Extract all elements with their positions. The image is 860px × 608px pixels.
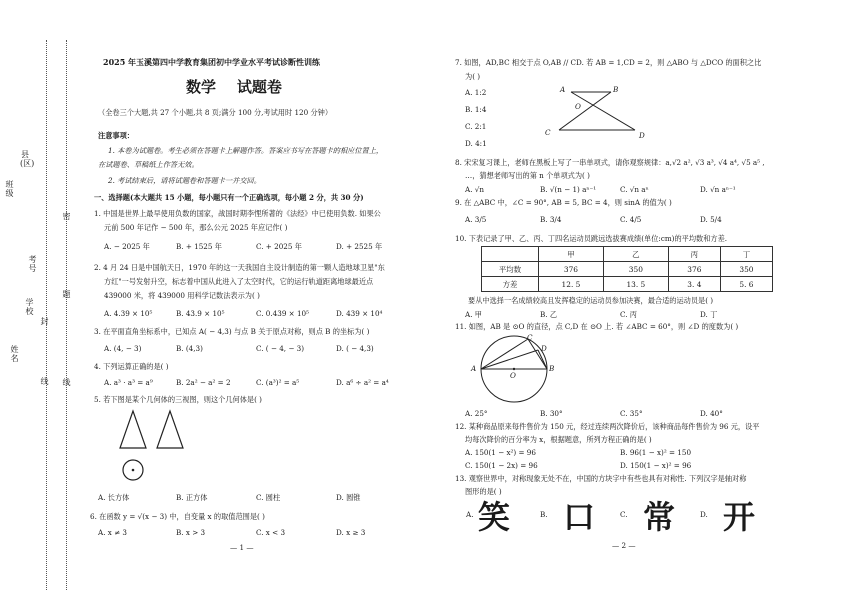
table-header: 甲 (539, 247, 604, 262)
q3-option-d: D. ( − 4,3) (336, 344, 374, 353)
q1-option-a: A. − 2025 年 (104, 242, 150, 251)
q7-option-a: A. 1:2 (465, 88, 487, 97)
q9-option-b: B. 3/4 (540, 215, 562, 224)
table-header: 丙 (668, 247, 720, 262)
q6-stem: 6. 在函数 y = √(x − 3) 中，自变量 x 的取值范围是( ) (90, 512, 265, 521)
q2-option-c: C. 0.439 × 10⁵ (256, 309, 310, 318)
q10-option-c: C. 丙 (620, 310, 637, 319)
q11-point-o: O (510, 371, 516, 380)
q11-stem: 11. 如图，AB 是 ⊙O 的直径，点 C,D 在 ⊙O 上. 若 ∠ABC = 60°，则 ∠D 的度数为( ) (455, 322, 739, 331)
note-2: 2. 考试结束后，请将试题卷和答题卡一并交回。 (108, 176, 261, 185)
table-cell: 376 (539, 262, 604, 277)
q7-point-a: A (560, 85, 566, 94)
seal-char-xian: 线 (40, 377, 49, 386)
table-cell: 350 (720, 262, 772, 277)
q13-option-d: D. (700, 510, 708, 519)
q7-point-c: C (545, 128, 551, 137)
q3-option-b: B. (4,3) (176, 344, 203, 353)
q7-point-o: O (575, 102, 581, 111)
table-cell: 方差 (482, 277, 539, 292)
q5-option-b: B. 正方体 (176, 493, 208, 502)
q11-point-d: D (541, 344, 547, 353)
margin-name-label: 姓名 (10, 345, 19, 363)
q3-option-a: A. (4, − 3) (104, 344, 142, 353)
seal-dotted-line (46, 40, 47, 590)
q13-char-c: 常 (643, 498, 676, 536)
q5-option-c: C. 圆柱 (256, 493, 281, 502)
notes-heading: 注意事项： (98, 131, 134, 140)
margin-county-label: 县(区) (20, 150, 35, 168)
q5-option-d: D. 圆锥 (336, 493, 361, 502)
q11-option-a: A. 25° (465, 409, 488, 418)
margin-class-label: 班级 (5, 180, 14, 198)
q6-option-d: D. x ≥ 3 (336, 528, 366, 537)
table-cell: 13. 5 (603, 277, 668, 292)
seal-char-mi: 密 (62, 212, 71, 221)
q3-option-c: C. ( − 4, − 3) (256, 344, 305, 353)
q2-stem: 2. 4 月 24 日是中国航天日，1970 年的这一天我国自主设计制造的第一颗人造地球卫星"东 (94, 263, 385, 272)
q13-stem-cont: 图形的是( ) (465, 487, 502, 496)
q11-option-b: B. 30° (540, 409, 563, 418)
q1-option-c: C. + 2025 年 (256, 242, 302, 251)
table-cell: 5. 6 (720, 277, 772, 292)
q1-option-d: D. + 2525 年 (336, 242, 383, 251)
q11-option-d: D. 40° (700, 409, 723, 418)
q11-point-a: A (471, 364, 477, 373)
table-header: 乙 (603, 247, 668, 262)
table-cell: 350 (603, 262, 668, 277)
table-cell: 12. 5 (539, 277, 604, 292)
table-cell: 3. 4 (668, 277, 720, 292)
exam-title: 2025 年玉溪第四中学教育集团初中学业水平考试诊断性训练 (103, 57, 321, 67)
q11-point-b: B (549, 364, 555, 373)
q12-option-a: A. 150(1 − x²) = 96 (465, 448, 536, 457)
table-header (482, 247, 539, 262)
note-1: 1. 本卷为试题卷。考生必须在答题卡上解题作答。答案应书写在答题卡的相应位置上， (108, 146, 384, 155)
q13-option-a: A. (466, 510, 474, 519)
table-header: 丁 (720, 247, 772, 262)
q9-option-d: D. 5/4 (700, 215, 722, 224)
q13-option-c: C. (620, 510, 628, 519)
q13-char-a: 笑 (478, 498, 511, 536)
page-number-2: — 2 — (612, 541, 636, 550)
q4-stem: 4. 下列运算正确的是( ) (94, 362, 169, 371)
score-table (481, 246, 773, 292)
q2-stem-cont2: 439000 米，将 439000 用科学记数法表示为( ) (104, 291, 260, 300)
q8-stem: 8. 宋宋复习课上，老师在黑板上写了一串单项式，请你观察规律：a,√2 a², √3 a³, √4 a⁴, √5 a⁵ , (455, 158, 765, 167)
q6-option-b: B. x > 3 (176, 528, 206, 537)
q9-option-c: C. 4/5 (620, 215, 642, 224)
q1-stem-cont: 元前 500 年记作 − 500 年，那么公元 2025 年应记作( ) (104, 223, 288, 232)
q9-option-a: A. 3/5 (465, 215, 487, 224)
q4-option-a: A. a³ · a³ = a⁹ (104, 378, 153, 387)
seal-dotted-line (66, 40, 67, 590)
q13-stem: 13. 观察世界中，对称现象无处不在，中国的方块字中有些也具有对称性. 下列汉字是轴对称 (455, 474, 747, 483)
q12-stem-cont: 均每次降价的百分率为 x，根据题意，所列方程正确的是( ) (465, 435, 652, 444)
q2-option-a: A. 4.39 × 10⁵ (104, 309, 153, 318)
q12-stem: 12. 某种商品原来每件售价为 150 元，经过连续两次降价后，该种商品每件售价为 96 元，设平 (455, 422, 760, 431)
table-row (482, 262, 773, 277)
q6-option-a: A. x ≠ 3 (98, 528, 127, 537)
table-cell: 平均数 (482, 262, 539, 277)
q12-option-c: C. 150(1 − 2x) = 96 (465, 461, 538, 470)
seal-char-feng: 封 (40, 317, 49, 326)
exam-info: （全卷三个大题,共 27 个小题,共 8 页;满分 100 分,考试用时 120 分钟） (98, 108, 333, 117)
q10-option-a: A. 甲 (465, 310, 482, 319)
q5-option-a: A. 长方体 (98, 493, 130, 502)
margin-school-label: 学校 (25, 298, 34, 316)
q13-option-b: B. (540, 510, 548, 519)
three-view-figure (115, 408, 195, 488)
q10-stem: 10. 下表记录了甲、乙、丙、丁四名运动员跳远选拔赛成绩(单位:cm)的平均数和方差. (455, 234, 728, 243)
q7-stem-cont: 为( ) (465, 72, 481, 81)
note-1-cont: 在试题卷、草稿纸上作答无效。 (98, 160, 199, 169)
table-cell: 376 (668, 262, 720, 277)
margin-examno-label: 考号 (28, 255, 37, 273)
table-row (482, 277, 773, 292)
q2-option-b: B. 43.9 × 10⁵ (176, 309, 225, 318)
q1-stem: 1. 中国是世界上最早使用负数的国家，战国时期李悝所著的《法经》中已使用负数. 如果公 (94, 209, 381, 218)
q8-stem-cont: …，猜想老师写出的第 n 个单项式为( ) (465, 171, 590, 180)
seal-char-ti: 题 (62, 290, 71, 299)
q4-option-b: B. 2a² − a² = 2 (176, 378, 231, 387)
q8-option-a: A. √n (465, 185, 484, 194)
q7-option-b: B. 1:4 (465, 105, 487, 114)
q7-point-b: B (613, 85, 619, 94)
q2-stem-cont: 方红"一号发射升空，标志着中国从此进入了太空时代，它的运行轨道距离地球最近点 (104, 277, 374, 286)
q12-option-b: B. 96(1 − x)² = 150 (620, 448, 692, 457)
page-number-1: — 1 — (230, 543, 254, 552)
q8-option-b: B. √(n − 1) aⁿ⁻¹ (540, 185, 597, 194)
q8-option-c: C. √n aⁿ (620, 185, 649, 194)
q2-option-d: D. 439 × 10⁴ (336, 309, 383, 318)
q13-char-d: 开 (723, 498, 756, 536)
section-1-heading: 一、选择题(本大题共 15 小题，每小题只有一个正确选项，每小题 2 分，共 30 分) (94, 193, 364, 202)
q4-option-c: C. (a³)² = a⁵ (256, 378, 300, 387)
q9-stem: 9. 在 △ABC 中，∠C = 90°, AB = 5, BC = 4，则 sinA 的值为( ) (455, 198, 672, 207)
q7-point-d: D (639, 131, 645, 140)
q10-option-d: D. 丁 (700, 310, 718, 319)
q11-point-c: C (527, 333, 533, 342)
q7-option-d: D. 4:1 (465, 139, 487, 148)
q12-option-d: D. 150(1 − x)² = 96 (620, 461, 692, 470)
q3-stem: 3. 在平面直角坐标系中，已知点 A( − 4,3) 与点 B 关于原点对称，则点 B 的坐标为( ) (94, 327, 370, 336)
q6-option-c: C. x < 3 (256, 528, 286, 537)
q4-option-d: D. a⁶ ÷ a² = a⁴ (336, 378, 389, 387)
q13-char-b: 口 (563, 498, 596, 536)
q8-option-d: D. √n aⁿ⁻¹ (700, 185, 736, 194)
q11-option-c: C. 35° (620, 409, 643, 418)
q10-stem-cont: 要从中选择一名成绩较高且发挥稳定的运动员参加决赛，最合适的运动员是( ) (468, 296, 714, 305)
q7-stem: 7. 如图，AD,BC 相交于点 O,AB // CD. 若 AB = 1,CD = 2，则 △ABO 与 △DCO 的面积之比 (455, 58, 762, 67)
seal-char-xian: 线 (62, 378, 71, 387)
q5-stem: 5. 若下图是某个几何体的三视图，则这个几何体是( ) (94, 395, 262, 404)
q10-option-b: B. 乙 (540, 310, 558, 319)
exam-subject: 数学 试题卷 (186, 78, 282, 96)
q7-option-c: C. 2:1 (465, 122, 487, 131)
q1-option-b: B. + 1525 年 (176, 242, 222, 251)
